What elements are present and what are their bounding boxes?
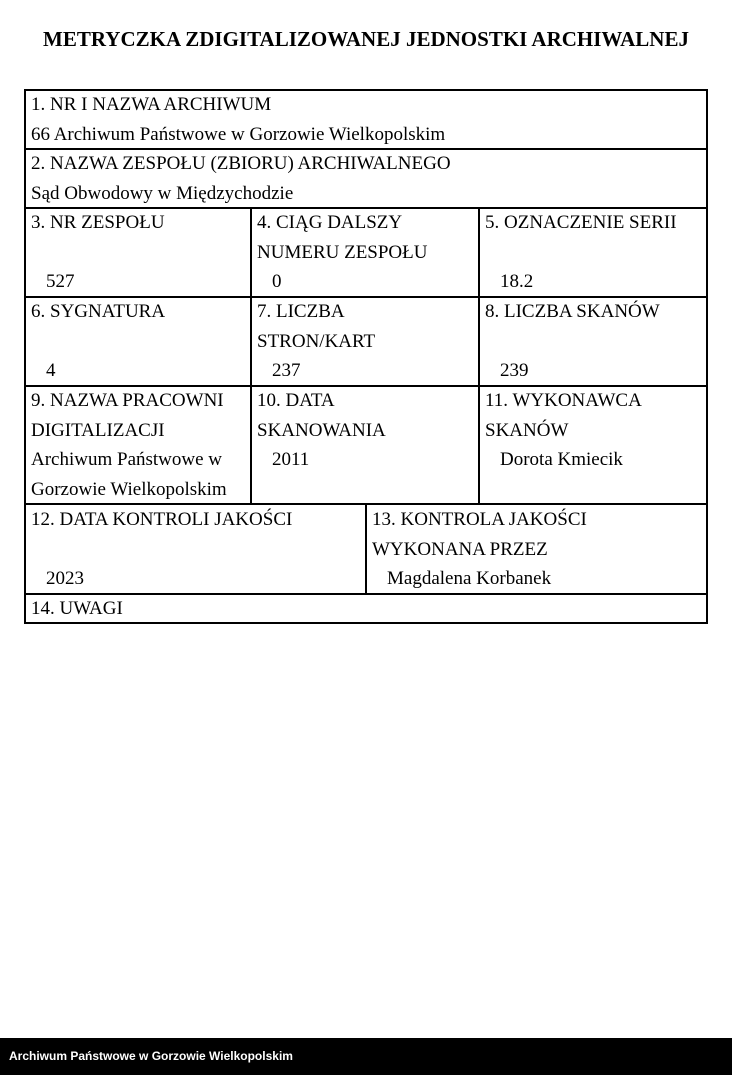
field-series-designation: [480, 208, 706, 297]
field-value: Sąd Obwodowy w Międzychodzie: [31, 182, 294, 204]
field-label-line1: 13. KONTROLA JAKOŚCI: [372, 509, 587, 530]
field-spacer: [31, 238, 250, 268]
field-value: Magdalena Korbanek: [387, 568, 552, 590]
field-label-line2: SKANÓW: [485, 419, 569, 441]
field-label: 2. NAZWA ZESPOŁU (ZBIORU) ARCHIWALNEGO: [31, 153, 451, 174]
field-label: 8. LICZBA SKANÓW: [485, 301, 660, 322]
field-value: 66 Archiwum Państwowe w Gorzowie Wielkopolskim: [31, 123, 446, 145]
field-value: 239: [500, 360, 529, 382]
field-spacer: [485, 238, 706, 268]
field-label-line2: STRON/KART: [257, 330, 376, 352]
field-page-count: [252, 297, 478, 386]
field-label: 3. NR ZESPOŁU: [31, 212, 165, 233]
field-fonds-name: [26, 149, 706, 208]
field-spacer: [31, 327, 250, 357]
field-quality-check-date: [26, 505, 365, 594]
field-value: 18.2: [500, 271, 534, 293]
field-signature: [26, 297, 250, 386]
field-archive-name: [26, 90, 706, 149]
field-label-line1: 9. NAZWA PRACOWNI: [31, 390, 224, 411]
field-value: 527: [46, 271, 75, 293]
field-label: 12. DATA KONTROLI JAKOŚCI: [31, 509, 293, 530]
field-scan-count: [480, 297, 706, 386]
field-fonds-number: [26, 208, 250, 297]
field-label: 14. UWAGI: [31, 598, 123, 619]
field-value: Dorota Kmiecik: [500, 449, 623, 471]
field-value-line1: Archiwum Państwowe w: [31, 449, 223, 471]
field-value-line2: Gorzowie Wielkopolskim: [31, 478, 227, 500]
metadata-form: [24, 89, 708, 624]
field-label-line1: 10. DATA: [257, 390, 335, 411]
field-label: 6. SYGNATURA: [31, 301, 166, 322]
field-quality-checked-by: [367, 505, 706, 594]
field-label-line2: NUMERU ZESPOŁU: [257, 241, 428, 263]
field-value: 2011: [272, 449, 310, 471]
field-value: 2023: [46, 568, 84, 590]
field-label-line2: DIGITALIZACJI: [31, 419, 165, 441]
field-label-line2: SKANOWANIA: [257, 419, 386, 441]
field-value: 0: [272, 271, 282, 293]
field-label: 5. OZNACZENIE SERII: [485, 212, 677, 233]
field-scan-operator: [480, 386, 706, 475]
field-spacer: [31, 535, 365, 565]
field-label-line1: 11. WYKONAWCA: [485, 390, 642, 411]
field-fonds-number-continuation: [252, 208, 478, 297]
field-label-line1: 7. LICZBA: [257, 301, 345, 322]
field-label-line2: WYKONANA PRZEZ: [372, 538, 548, 560]
field-label-line1: 4. CIĄG DALSZY: [257, 212, 403, 233]
field-spacer: [485, 327, 706, 357]
field-scan-date: [252, 386, 478, 475]
field-value: 237: [272, 360, 301, 382]
field-value: 4: [46, 360, 56, 382]
field-remarks: [26, 594, 706, 624]
field-label: 1. NR I NAZWA ARCHIWUM: [31, 94, 272, 115]
document-title: METRYCZKA ZDIGITALIZOWANEJ JEDNOSTKI ARCHIWALNEJ: [43, 27, 689, 51]
field-digitization-lab: [26, 386, 250, 504]
archive-footer-bar: Archiwum Państwowe w Gorzowie Wielkopolskim: [0, 1038, 732, 1075]
